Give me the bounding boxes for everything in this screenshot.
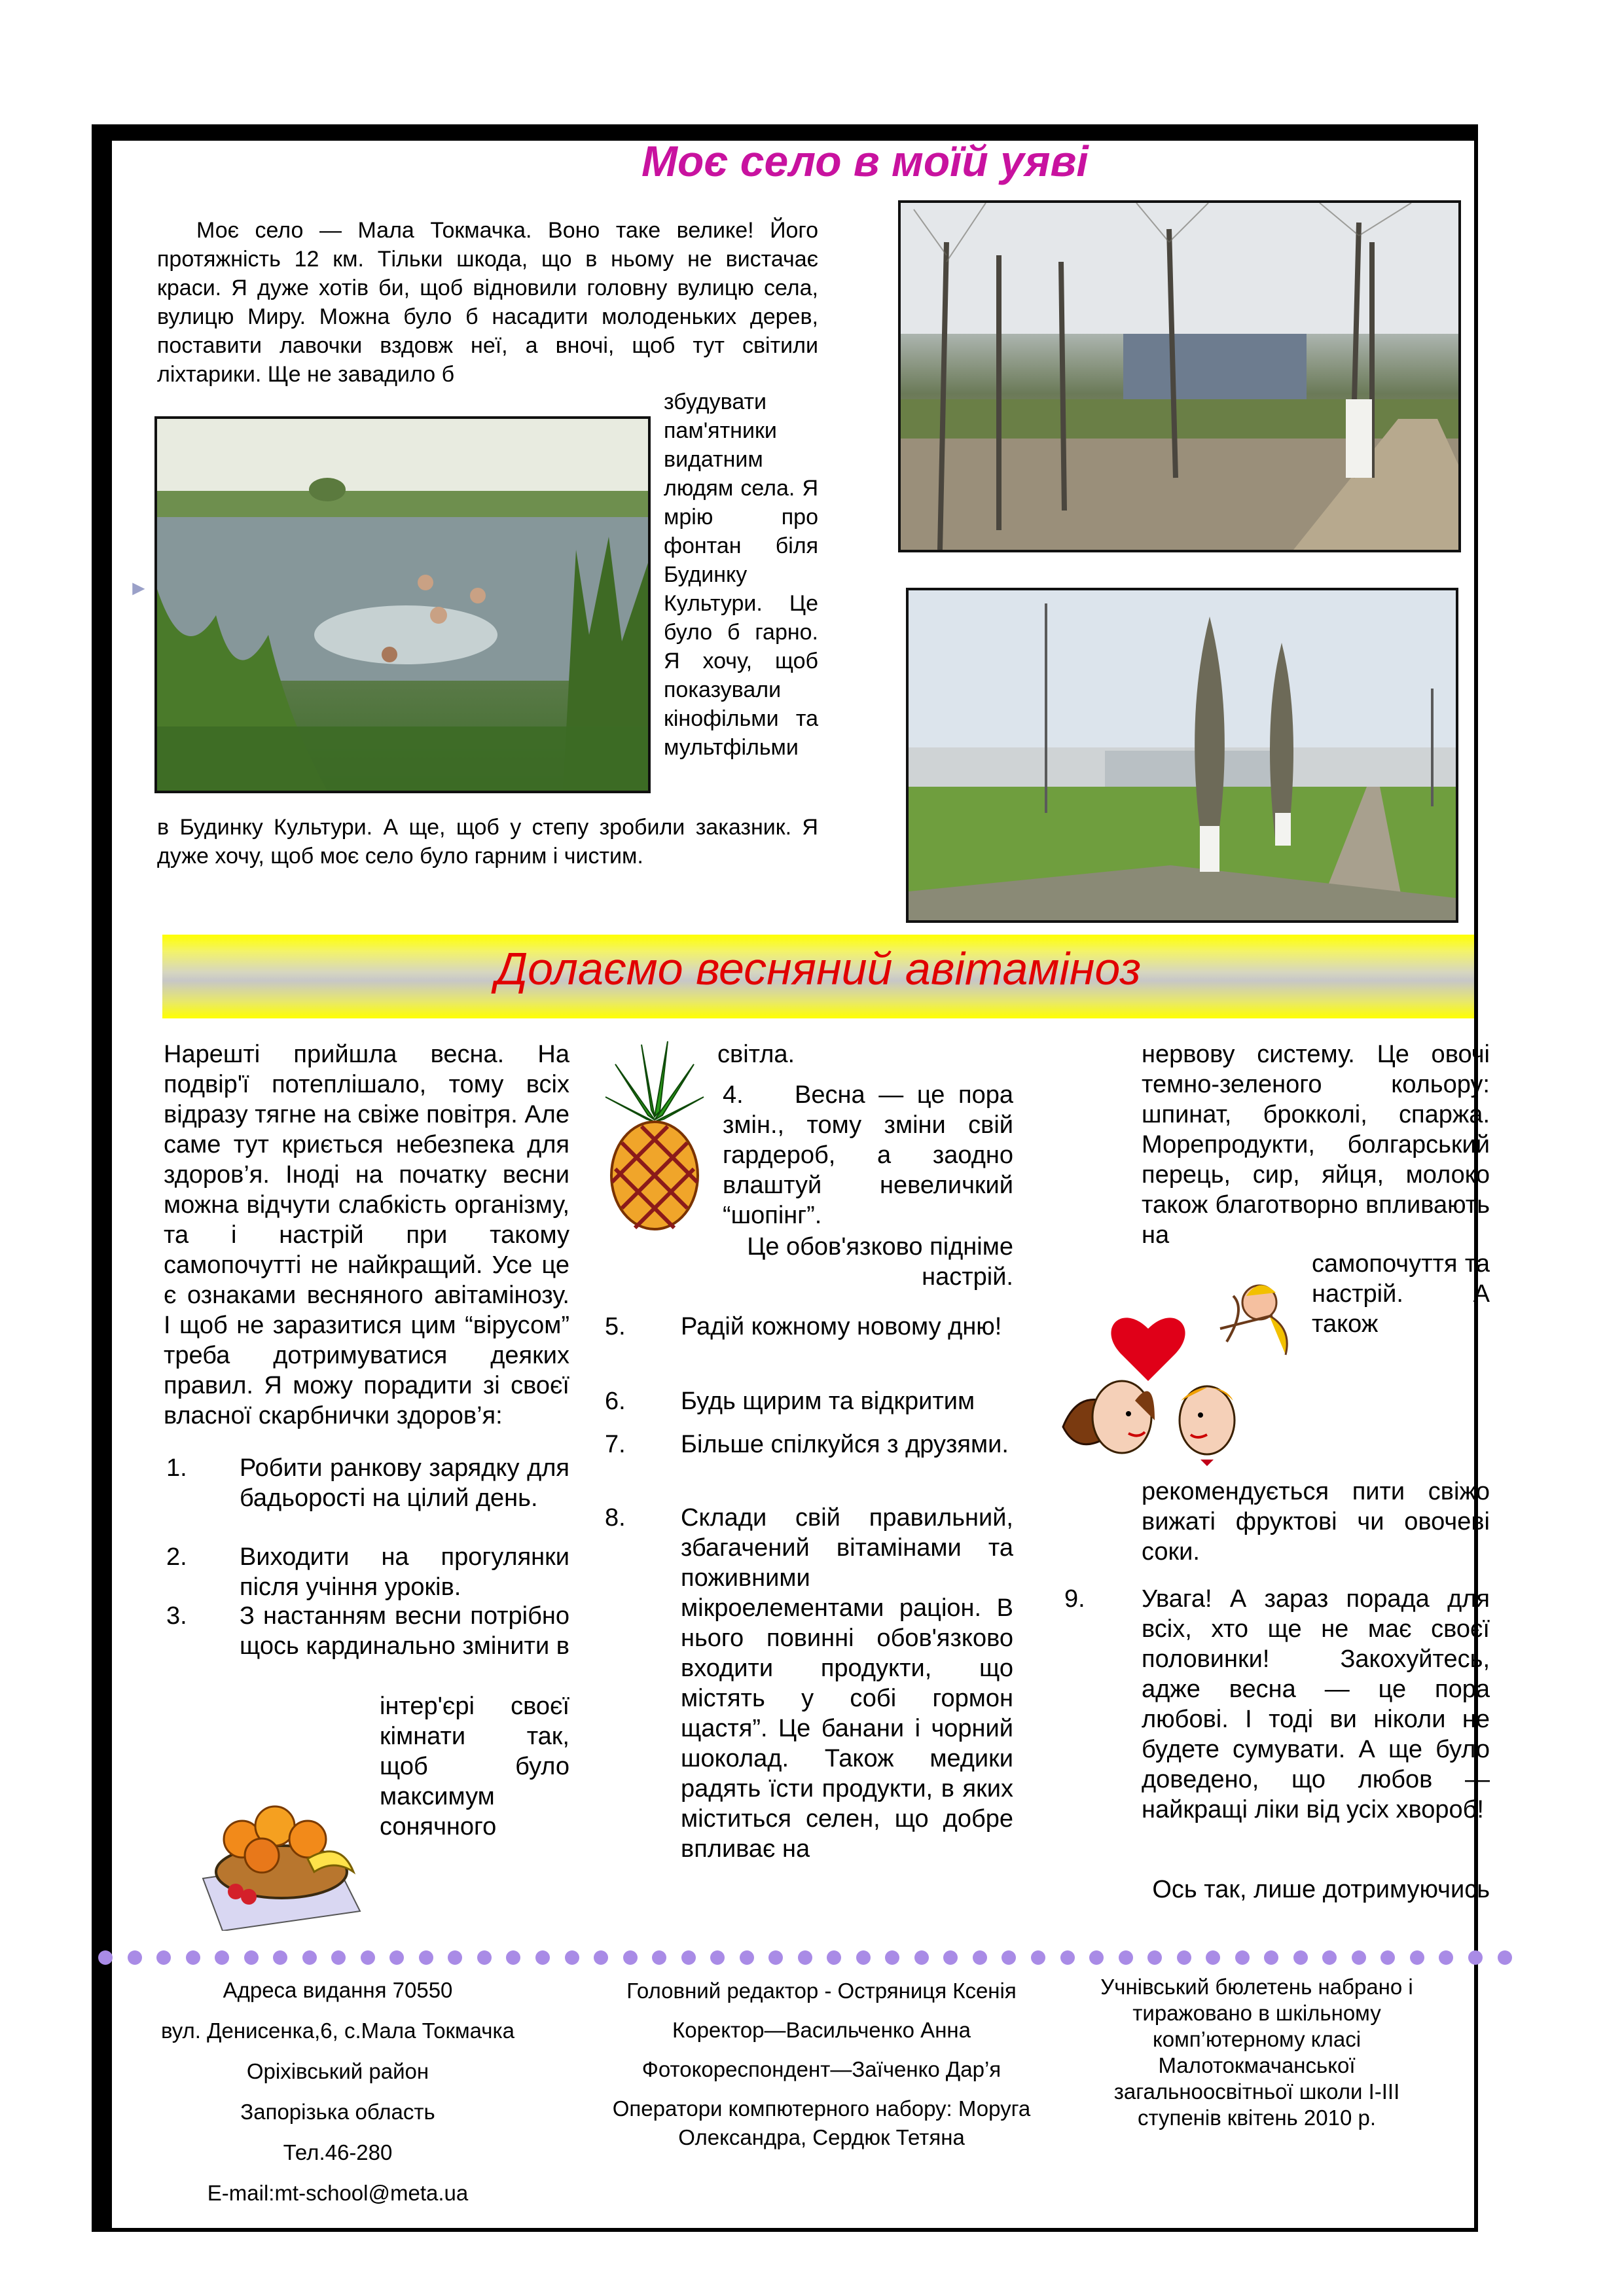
divider-dot — [1235, 1950, 1250, 1965]
divider-dot — [827, 1950, 841, 1965]
item3-number: 3. — [166, 1602, 187, 1630]
item9-text: Увага! А зараз порада для всіх, хто ще не має своєї половинки! Закохуйтесь, адже весна — це пора любові. І тоді ви ніколи не будете сумувати. А ще було доведено, що любов — найкращі ліки від усіх хвороб! — [1142, 1585, 1490, 1823]
item3-text-a: З настанням весни потрібно щось кардинально змінити в — [240, 1602, 569, 1660]
divider-dot — [331, 1950, 346, 1965]
item2-number: 2. — [166, 1543, 187, 1571]
footer-proofreader: Коректор—Васильченко Анна — [672, 2018, 971, 2042]
footer-address-line: вул. Денисенка,6, с.Мала Токмачка — [160, 2018, 515, 2043]
section1-para-side: збудувати пам'ятники видатним людям села. Я мрію про фонтан біля Будинку Культури. Це було б гарно. Я хочу, щоб показували кінофільми та мультфільми — [664, 389, 818, 760]
col3-text-c: рекомендується пити свіжо вижаті фруктові чи овочеві соки. — [1142, 1478, 1490, 1566]
divider-dot — [1147, 1950, 1162, 1965]
footer-phone: Тел.46-280 — [283, 2140, 393, 2164]
item1-text: Робити ранкову зарядку для бадьорості на цілий день. — [240, 1454, 569, 1512]
divider-dot — [1498, 1950, 1512, 1965]
divider-dot — [1468, 1950, 1483, 1965]
divider-dot — [128, 1950, 142, 1965]
divider-dot — [506, 1950, 520, 1965]
divider-dot — [1177, 1950, 1191, 1965]
divider-dot — [389, 1950, 404, 1965]
item5-number: 5. — [605, 1313, 626, 1340]
divider-dot — [1439, 1950, 1453, 1965]
fruit-bowl-icon — [196, 1780, 367, 1931]
love-couple-icon — [1056, 1263, 1318, 1473]
divider-dot — [914, 1950, 929, 1965]
item4-number: 4. — [723, 1081, 744, 1109]
divider-dot — [1322, 1950, 1337, 1965]
footer-email: E-mail:mt-school@meta.ua — [207, 2181, 469, 2205]
item3-text-b: інтер'єрі своєї кімнати так, щоб було максимум сонячного — [380, 1693, 569, 1840]
divider-dot — [710, 1950, 725, 1965]
footer-address-line: Адреса видання 70550 — [223, 1978, 453, 2002]
divider-dot — [98, 1950, 113, 1965]
col2-continuation: світла. — [717, 1041, 795, 1068]
item1-number: 1. — [166, 1454, 187, 1482]
item4-body: Весна — це пора змін., тому зміни свій гардероб, а заодно влаштуй невеличкий “шопінг”. — [723, 1081, 1013, 1229]
divider-dot — [1119, 1950, 1133, 1965]
footer-address-line: Оріхівський район — [246, 2059, 429, 2083]
item6-text: Будь щирим та відкритим — [681, 1388, 975, 1415]
item4-text-a — [723, 1080, 1013, 1230]
divider-dot — [1031, 1950, 1045, 1965]
section2-title: Долаємо весняний авітаміноз — [495, 943, 1142, 994]
divider-dot — [1206, 1950, 1220, 1965]
footer-operators: Оператори компютерного набору: Моруга Олександра, Сердюк Тетяна — [612, 2096, 1031, 2149]
divider-dot — [768, 1950, 783, 1965]
footer-address — [128, 1970, 547, 2214]
divider-dot — [244, 1950, 259, 1965]
col3-text-b: самопочуття та настрій. А також — [1312, 1250, 1490, 1338]
item7-number: 7. — [605, 1431, 626, 1458]
footer-editors — [583, 1977, 1060, 2152]
col3-text-a: нервову систему. Це овочі темно-зеленого кольору: шпинат, брокколі, спаржа. Морепродукти, болгарський перець, сир, яйця, молоко також благотворно впливають на — [1142, 1041, 1490, 1249]
divider-dot — [681, 1950, 696, 1965]
divider-dot — [1293, 1950, 1308, 1965]
col3-ending: Ось так, лише дотримуючись — [1152, 1876, 1490, 1903]
pineapple-icon — [602, 1038, 707, 1234]
divider-dot — [885, 1950, 899, 1965]
item4-text-b: Це обов'язково підніме настрій. — [747, 1233, 1013, 1291]
divider-dot — [594, 1950, 608, 1965]
divider-dot — [361, 1950, 375, 1965]
divider-dot — [623, 1950, 638, 1965]
arrow-icon: ► — [128, 576, 149, 600]
park-photo — [898, 200, 1461, 552]
divider-dot — [1060, 1950, 1075, 1965]
divider-dot — [477, 1950, 492, 1965]
divider-dot — [740, 1950, 754, 1965]
section1-para-bottom: в Будинку Культури. А ще, щоб у степу зробили заказник. Я дуже хочу, щоб моє село було гарним і чистим. — [157, 815, 818, 869]
item9-number: 9. — [1064, 1585, 1085, 1613]
item5-text: Радій кожному новому дню! — [681, 1313, 1002, 1340]
footer-address-line: Запорізька область — [240, 2100, 435, 2124]
item8-number: 8. — [605, 1504, 626, 1532]
dotted-divider — [98, 1950, 1512, 1970]
divider-dot — [1352, 1950, 1366, 1965]
item8-text: Склади свій правильний, збагачений вітамінами та поживними мікроелементами раціон. В нього повинні обов'язково входити продукти, що містять у собі гормон щастя”. Це банани і чорний шоколад. Також медики радять їсти продукти, в яких міститься селен, що добре впливає на — [681, 1504, 1013, 1863]
divider-dot — [943, 1950, 958, 1965]
divider-dot — [1001, 1950, 1016, 1965]
divider-dot — [1410, 1950, 1424, 1965]
divider-dot — [973, 1950, 987, 1965]
item2-text: Виходити на прогулянки після учіння уроків. — [240, 1543, 569, 1601]
divider-dot — [302, 1950, 317, 1965]
col1-intro: Нарешті прийшла весна. На подвір'ї потеплішало, тому всіх відразу тягне на свіже повітря. Але саме тут криється небезпека для здоров’я. Іноді на початку весни можна відчути слабкість організму, та і настрій при такому самопочутті не найкращий. Усе це є ознаками весняного авітамінозу. І щоб не заразитися цим “вірусом” треба дотримуватися деяких правил. Я можу порадити зі своєї власної скарбнички здоров’я: — [164, 1041, 569, 1429]
item6-number: 6. — [605, 1388, 626, 1415]
divider-dot — [215, 1950, 229, 1965]
divider-dot — [186, 1950, 200, 1965]
divider-dot — [273, 1950, 287, 1965]
divider-dot — [535, 1950, 550, 1965]
divider-dot — [798, 1950, 812, 1965]
item7-text: Більше спілкуйся з друзями. — [681, 1431, 1009, 1458]
footer-editor-in-chief: Головний редактор - Остряниця Ксенія — [626, 1979, 1017, 2003]
school-photo — [906, 588, 1458, 923]
divider-dot — [448, 1950, 462, 1965]
divider-dot — [1089, 1950, 1104, 1965]
divider-dot — [1264, 1950, 1278, 1965]
divider-dot — [156, 1950, 171, 1965]
divider-dot — [1380, 1950, 1395, 1965]
river-photo — [154, 416, 651, 793]
footer-publisher-note: Учнівський бюлетень набрано і тиражовано в шкільному комп’ютерному класі Малотокмачанської загальноосвітньої школи І-ІІІ ступенів квітень 2010 р. — [1100, 1975, 1413, 2130]
section1-title: Моє село в моїй уяві — [641, 137, 1089, 185]
section1-para-top: Моє село — Мала Токмачка. Воно таке велике! Його протяжність 12 км. Тільки шкода, що в ньому не вистачає краси. Я дуже хотів би, щоб відновили головну вулицю села, вулицю Миру. Можна було б насадити молоденьких дерев, поставити лавочки вздовж неї, а вночі, щоб тут світили ліхтарики. Ще не завадило б — [157, 218, 818, 387]
divider-dot — [565, 1950, 579, 1965]
divider-dot — [419, 1950, 433, 1965]
divider-dot — [652, 1950, 666, 1965]
divider-dot — [856, 1950, 871, 1965]
footer-photographer: Фотокореспондент—Заїченко Дар’я — [641, 2057, 1001, 2081]
